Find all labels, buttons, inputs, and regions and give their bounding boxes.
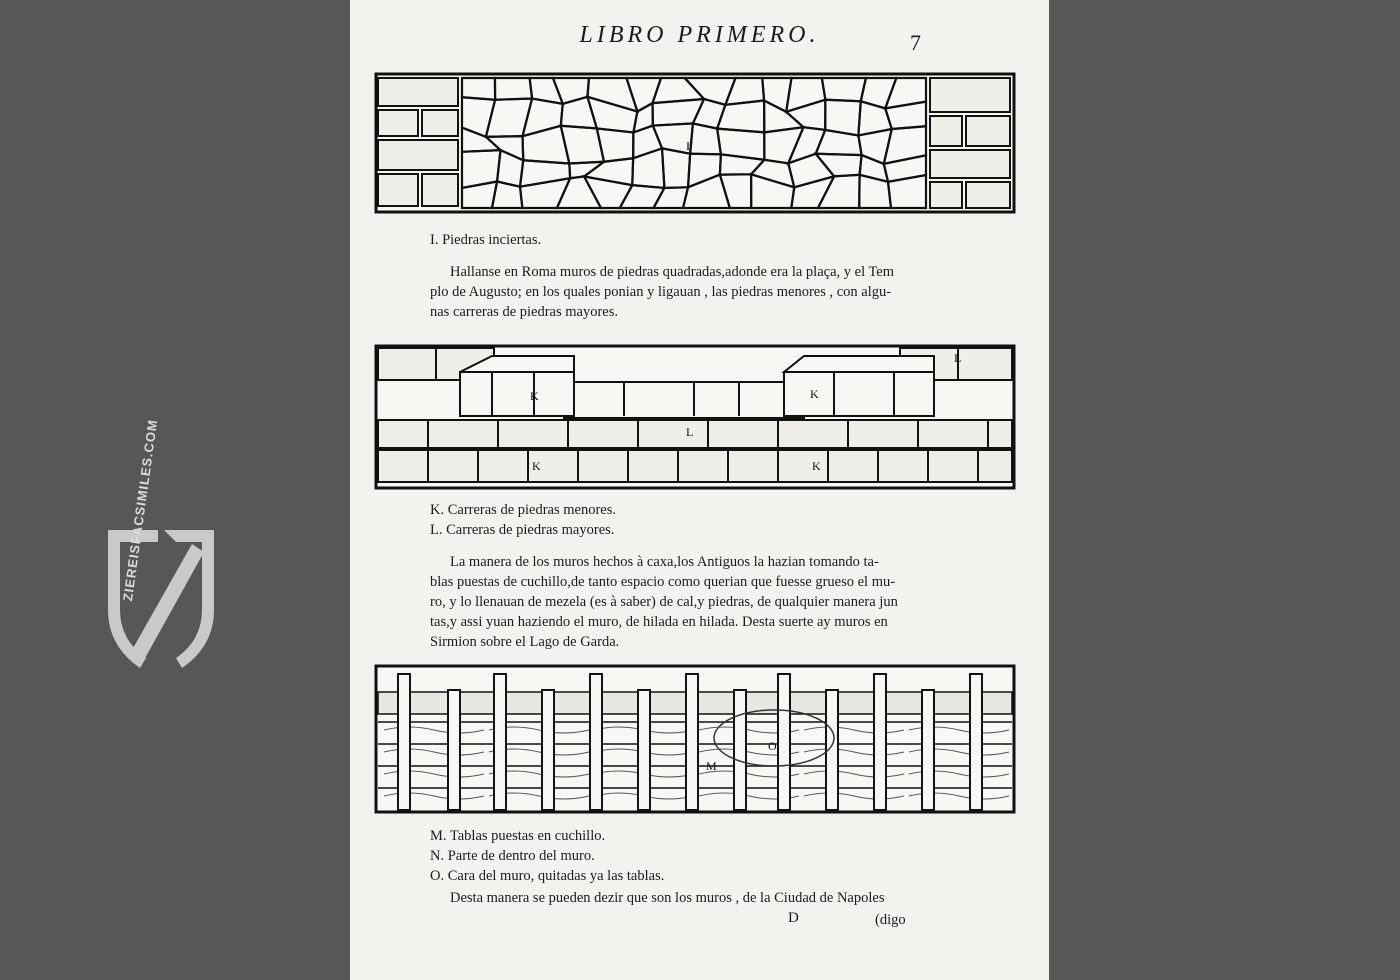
watermark-logo <box>96 520 236 680</box>
book-page <box>350 0 1049 980</box>
brick-shape <box>578 450 628 482</box>
signature-mark: D <box>788 910 799 926</box>
brick-shape <box>958 348 1012 380</box>
brick-shape <box>378 348 436 380</box>
page-number: 7 <box>910 30 921 55</box>
formwork-post <box>542 690 554 810</box>
brick-shape <box>978 450 1012 482</box>
brick-shape <box>918 420 988 448</box>
brick-shape <box>478 450 528 482</box>
running-head: LIBRO PRIMERO. <box>579 22 820 48</box>
caption-line: L. Carreras de piedras mayores. <box>430 522 615 538</box>
formwork-post <box>638 690 650 810</box>
paragraph-line: plo de Augusto; en los quales ponian y ligauan , las piedras menores , con algu- <box>430 284 892 300</box>
brick-shape <box>848 420 918 448</box>
brick-shape <box>828 450 878 482</box>
paragraph-2 <box>430 552 990 652</box>
figure-label-i: I <box>686 139 690 153</box>
figure-label-l: L <box>954 351 962 365</box>
formwork-post <box>874 674 886 810</box>
formwork-post <box>398 674 410 810</box>
formwork-post <box>734 690 746 810</box>
brick-shape <box>378 450 428 482</box>
brick-shape <box>928 450 978 482</box>
formwork-post <box>590 674 602 810</box>
brick-shape <box>428 420 498 448</box>
paragraph-line: tas,y assi yuan haziendo el muro, de hilada en hilada. Desta suerte ay muros en <box>430 614 888 630</box>
watermark-brand-text: ZIEREISFACSIMILES.COM <box>120 418 161 603</box>
figure-label-k: K <box>810 387 819 401</box>
formwork-post <box>494 674 506 810</box>
paragraph-line: Sirmion sobre el Lago de Garda. <box>430 634 620 650</box>
caption-figure2 <box>430 500 990 540</box>
caption-line: N. Parte de dentro del muro. <box>430 848 595 864</box>
brick-shape <box>778 420 848 448</box>
figure-formwork-wall <box>374 664 1016 814</box>
paragraph-line: nas carreras de piedras mayores. <box>430 304 619 320</box>
formwork-post <box>686 674 698 810</box>
paragraph-line: ro, y lo llenauan de mezela (es à saber) de cal,y piedras, de qualquier manera jun <box>430 594 898 610</box>
brick-shape <box>728 450 778 482</box>
figure-label-l: L <box>686 425 694 439</box>
paragraph-1 <box>430 262 990 322</box>
figure-opus-incertum <box>374 72 1016 214</box>
caption-line: M. Tablas puestas en cuchillo. <box>430 828 606 844</box>
brick-shape <box>708 420 778 448</box>
figure-label-o: O <box>768 739 777 753</box>
figure-stone-courses <box>374 344 1016 490</box>
brick-shape <box>378 420 428 448</box>
brick-shape <box>678 450 728 482</box>
brick-shape <box>428 450 478 482</box>
formwork-post <box>970 674 982 810</box>
paragraph-line: blas puestas de cuchillo,de tanto espacio como querian que fuesse grueso el mu- <box>430 574 896 590</box>
caption-line: I. Piedras inciertas. <box>430 232 542 248</box>
brick-shape <box>628 450 678 482</box>
caption-line: O. Cara del muro, quitadas ya las tablas. <box>430 868 665 884</box>
figure-label-k: K <box>812 459 821 473</box>
caption-line: K. Carreras de piedras menores. <box>430 502 617 518</box>
caption-figure3 <box>430 826 990 886</box>
figure-label-k: K <box>532 459 541 473</box>
caption-figure1 <box>430 230 990 250</box>
paragraph-line: La manera de los muros hechos à caxa,los Antiguos la hazian tomando ta- <box>450 554 879 570</box>
formwork-post <box>922 690 934 810</box>
brick-shape <box>568 420 638 448</box>
brick-shape <box>638 420 708 448</box>
catchword: (digo <box>875 912 906 928</box>
figure-label-k: K <box>530 389 539 403</box>
figure-label-m: M <box>706 759 717 773</box>
formwork-post <box>778 674 790 810</box>
paragraph-line: Hallanse en Roma muros de piedras quadradas,adonde era la plaça, y el Tem <box>450 264 895 280</box>
final-text-line: Desta manera se pueden dezir que son los muros , de la Ciudad de Napoles <box>450 890 885 906</box>
brick-shape <box>878 450 928 482</box>
brick-shape <box>988 420 1012 448</box>
brick-shape <box>498 420 568 448</box>
formwork-post <box>448 690 460 810</box>
